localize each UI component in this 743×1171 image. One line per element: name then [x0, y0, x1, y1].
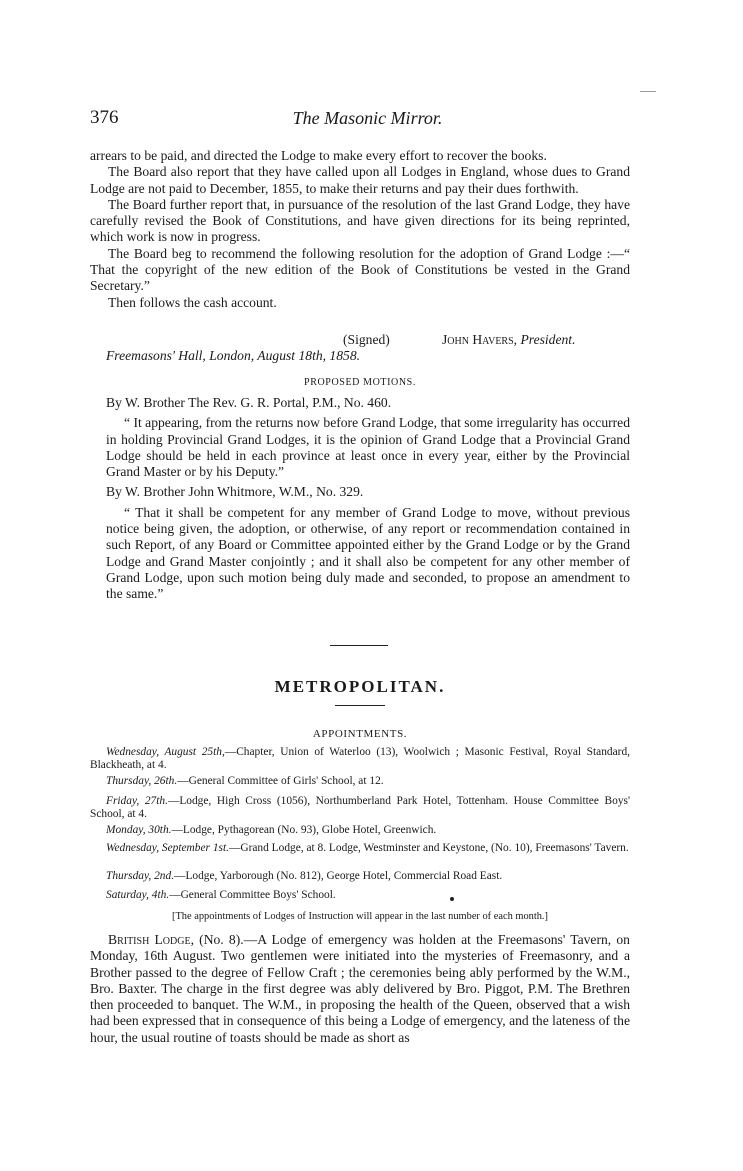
appointment-entry [90, 775, 630, 788]
report-paragraph: arrears to be paid, and directed the Lodge to make every effort to recover the books. [90, 148, 547, 163]
appointment-text: —Lodge, High Cross (1056), Northumberland Park Hotel, Tottenham. House Committee Boys' School, at 4. [90, 795, 631, 820]
appointment-text: —Lodge, Yarborough (No. 812), George Hotel, Commercial Road East. [174, 870, 503, 882]
report-continuation [90, 148, 630, 311]
section-divider [330, 645, 388, 646]
page-header [90, 107, 645, 137]
appointment-text: —General Committee Boys' School. [169, 889, 336, 901]
signed-label: (Signed) [343, 332, 390, 347]
appointment-date: Saturday, 4th. [106, 889, 170, 901]
appointment-date: Friday, 27th. [106, 795, 168, 807]
signatory-role: President. [520, 332, 576, 347]
signatory-name: John Havers, [442, 332, 518, 347]
margin-mark [640, 91, 656, 92]
report-paragraph: The Board further report that, in pursuance of the resolution of the last Grand Lodge, they have carefully revised the Book of Constitutions, and have given directions for its being reprinted, which work is now in progress. [90, 196, 630, 245]
motion-mover: By W. Brother John Whitmore, W.M., No. 329. [106, 484, 364, 500]
title-rule [335, 705, 385, 706]
appointment-entry [90, 889, 630, 902]
british-lodge-report [90, 932, 630, 1046]
appointment-date: Monday, 30th. [106, 824, 172, 836]
lodge-report-text: (No. 8).—A Lodge of emergency was holden at the Freemasons' Tavern, on Monday, 16th August. Two gentlemen were initiated into the mysteries of Freemasonry, and a Brother passed to the degree of Fellow Craft ; the ceremonies being ably performed by the W.M., Bro. Baxter. The charge in the first degree was ably delivered by Bro. Piggot, P.M. The Brethren then proceeded to banquet. The W.M., in proposing the health of the Queen, observed that a wish had been expressed that in consequence of this being a Lodge of emergency, and the lateness of the hour, the usual routine of toasts should be made as short as [90, 932, 630, 1045]
print-speck [450, 897, 454, 901]
motion-text: “ That it shall be competent for any member of Grand Lodge to move, without previous notice being given, the adoption, or otherwise, of any report or recommendation contained in such Report, of any Board or Committee appointed either by the Grand Lodge or by the Grand Lodge and Grand Master conjointly ; and it shall also be competent for any other member of Grand Lodge, upon such motion being duly made and seconded, to propose an amendment to the same.” [106, 504, 630, 602]
appointment-text: —General Committee of Girls' School, at 12. [177, 775, 384, 787]
appointment-text: —Chapter, Union of Waterloo (13), Woolwich ; Masonic Festival, Royal Standard, Blackheath, at 4. [90, 746, 631, 771]
appointments-heading: APPOINTMENTS. [312, 728, 408, 740]
proposed-motions [90, 395, 630, 603]
report-paragraph: The Board beg to recommend the following resolution for the adoption of Grand Lodge :—“ That the copyright of the new edition of the Book of Constitutions be vested in the Grand Secretary.” [90, 245, 630, 294]
appointment-text: —Grand Lodge, at 8. Lodge, Westminster and Keystone, (No. 10), Freemasons' Tavern. [228, 842, 629, 854]
appointment-entry [90, 746, 630, 772]
appointment-entry [90, 870, 630, 883]
motion-mover: By W. Brother The Rev. G. R. Portal, P.M., No. 460. [106, 395, 392, 410]
running-title: The Masonic Mirror. [292, 108, 443, 128]
appointment-date: Wednesday, August 25th, [106, 746, 225, 758]
proposed-motions-heading: PROPOSED MOTIONS. [304, 377, 416, 388]
appointment-date: Wednesday, September 1st. [106, 842, 229, 854]
report-paragraph: The Board also report that they have called upon all Lodges in England, whose dues to Grand Lodge are not paid to December, 1855, to make their returns and pay their dues forthwith. [90, 164, 630, 196]
report-paragraph: Then follows the cash account. [108, 294, 277, 310]
signature-block [90, 332, 620, 364]
appointment-text: —Lodge, Pythagorean (No. 93), Globe Hotel, Greenwich. [171, 824, 437, 836]
instruction-note: [The appointments of Lodges of Instruction will appear in the last number of each month.] [172, 911, 548, 922]
appointment-entry [90, 842, 630, 855]
appointment-entry [90, 824, 630, 837]
lodge-name: British Lodge, [108, 932, 194, 947]
page-number: 376 [90, 107, 119, 128]
section-title: METROPOLITAN. [274, 677, 446, 696]
appointment-date: Thursday, 26th. [106, 775, 178, 787]
place-date: Freemasons' Hall, London, August 18th, 1858. [106, 348, 361, 363]
appointment-entry [90, 795, 630, 821]
appointment-date: Thursday, 2nd. [106, 870, 175, 882]
motion-text: “ It appearing, from the returns now before Grand Lodge, that some irregularity has occurred in holding Provincial Grand Lodges, it is the opinion of Grand Lodge that a Provincial Grand Lodge should be held in each province at least once in every year, either by the Provincial Grand Master or by his Deputy.” [106, 415, 630, 480]
